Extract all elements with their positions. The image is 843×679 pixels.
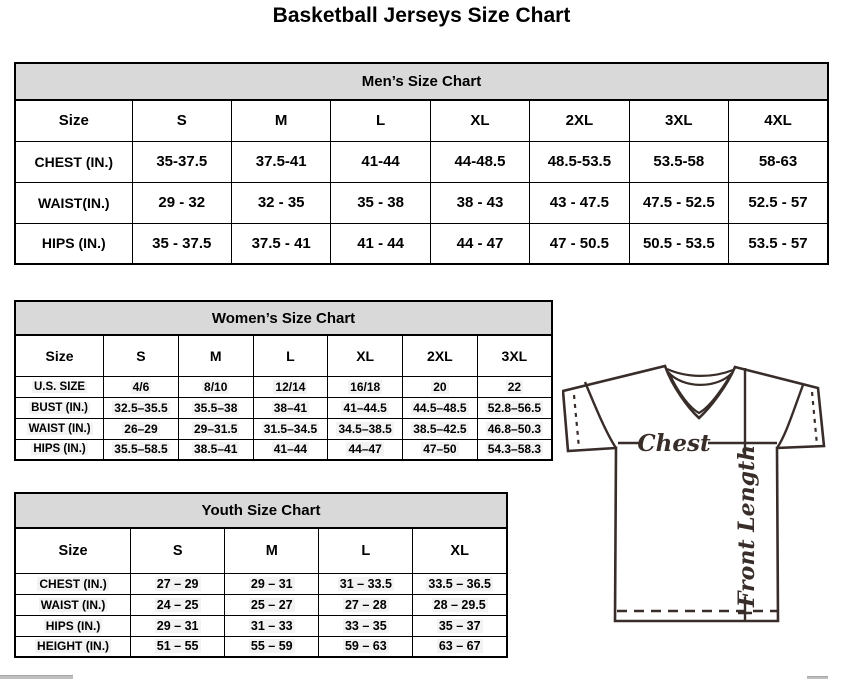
womens-size-table	[14, 300, 553, 461]
men-size-value-cell: 32 - 35	[231, 182, 330, 223]
women-size-value-cell-text: 32.5–35.5	[114, 400, 168, 415]
men-column-header-l: L	[331, 100, 430, 141]
women-size-value-cell	[104, 376, 179, 397]
women-row-label	[15, 439, 104, 460]
women-size-value-cell	[328, 397, 403, 418]
men-column-header-3xl: 3XL	[629, 100, 728, 141]
mens-size-chart-section	[14, 62, 829, 265]
women-size-value-cell-text: 35.5–58.5	[114, 442, 168, 457]
women-column-header-xl: XL	[328, 335, 403, 376]
women-size-value-cell	[253, 418, 328, 439]
youth-measurement-row	[15, 573, 507, 594]
youth-size-value-cell	[413, 615, 507, 636]
women-column-header-2xl: 2XL	[403, 335, 478, 376]
horizontal-scrollbar-fragment-left[interactable]	[0, 675, 73, 679]
youth-row-label	[15, 636, 131, 657]
youth-size-value-cell	[413, 594, 507, 615]
men-size-value-cell: 35 - 37.5	[132, 223, 231, 264]
youth-size-value-cell-text: 24 – 25	[156, 597, 199, 612]
youth-size-value-cell-text: 31 – 33	[250, 618, 293, 633]
youth-row-label	[15, 615, 131, 636]
men-size-value-cell: 53.5 - 57	[729, 223, 829, 264]
page-title: Basketball Jerseys Size Chart	[272, 4, 571, 27]
collar-band-icon	[667, 369, 733, 385]
women-size-value-cell	[328, 439, 403, 460]
men-size-value-cell: 35 - 38	[331, 182, 430, 223]
women-size-value-cell	[403, 397, 478, 418]
women-size-value-cell	[104, 397, 179, 418]
women-size-value-cell-text: 16/18	[350, 379, 381, 394]
youth-measurement-row	[15, 615, 507, 636]
women-size-value-cell	[253, 376, 328, 397]
women-column-header-3xl: 3XL	[477, 335, 552, 376]
men-row-label: HIPS (IN.)	[15, 223, 132, 264]
men-size-value-cell: 41-44	[331, 141, 430, 182]
youth-size-value-cell-text: 51 – 55	[156, 639, 199, 654]
women-size-value-cell-text: 46.8–50.3	[487, 421, 542, 436]
men-chart-title: Men’s Size Chart	[15, 63, 828, 100]
women-column-header-m: M	[178, 335, 253, 376]
women-size-value-cell	[477, 376, 552, 397]
women-size-value-cell-text: 35.5–38	[194, 400, 238, 415]
men-size-value-cell: 35-37.5	[132, 141, 231, 182]
youth-size-value-cell	[413, 573, 507, 594]
youth-column-header-size: Size	[15, 528, 131, 573]
women-size-value-cell	[403, 418, 478, 439]
women-chart-title: Women’s Size Chart	[15, 301, 552, 335]
men-row-label: WAIST(IN.)	[15, 182, 132, 223]
youth-size-value-cell	[319, 636, 413, 657]
cuff-dash-left-icon	[574, 395, 579, 448]
youth-header-row	[15, 528, 507, 573]
women-size-value-cell	[104, 418, 179, 439]
youth-title-row	[15, 493, 507, 528]
men-header-row	[15, 100, 828, 141]
men-size-value-cell: 48.5-53.5	[530, 141, 629, 182]
men-size-value-cell: 44 - 47	[430, 223, 529, 264]
men-size-value-cell: 43 - 47.5	[530, 182, 629, 223]
women-size-value-cell	[178, 376, 253, 397]
youth-size-value-cell	[131, 615, 225, 636]
women-size-value-cell	[477, 439, 552, 460]
women-size-value-cell-text: 22	[507, 379, 522, 394]
youth-row-label	[15, 594, 131, 615]
chest-label: Chest	[637, 430, 711, 457]
mens-size-table	[14, 62, 829, 265]
youth-size-value-cell	[131, 636, 225, 657]
men-size-value-cell: 38 - 43	[430, 182, 529, 223]
women-size-value-cell-text: 41–44	[273, 442, 308, 457]
men-row-label: CHEST (IN.)	[15, 141, 132, 182]
women-size-value-cell	[328, 376, 403, 397]
women-size-value-cell-text: 8/10	[204, 379, 228, 394]
youth-size-value-cell-text: 33.5 – 36.5	[428, 576, 491, 591]
women-size-value-cell	[178, 439, 253, 460]
women-size-value-cell	[178, 418, 253, 439]
youth-size-value-cell	[225, 594, 319, 615]
men-size-value-cell: 52.5 - 57	[729, 182, 829, 223]
youth-row-label-text: CHEST (IN.)	[39, 576, 107, 591]
men-size-value-cell: 58-63	[729, 141, 829, 182]
men-column-header-4xl: 4XL	[729, 100, 829, 141]
women-size-value-cell	[403, 376, 478, 397]
youth-size-value-cell-text: 35 – 37	[438, 618, 481, 633]
youth-measurement-row	[15, 636, 507, 657]
youth-size-value-cell	[319, 594, 413, 615]
men-column-header-size: Size	[15, 100, 132, 141]
men-size-value-cell: 29 - 32	[132, 182, 231, 223]
women-size-value-cell-text: 38.5–42.5	[413, 421, 467, 436]
women-row-label	[15, 418, 104, 439]
youth-row-label-text: WAIST (IN.)	[40, 597, 106, 612]
men-column-header-xl: XL	[430, 100, 529, 141]
women-size-value-cell	[477, 397, 552, 418]
women-size-value-cell-text: 29–31.5	[194, 421, 238, 436]
men-measurement-row	[15, 182, 828, 223]
youth-size-value-cell	[413, 636, 507, 657]
women-size-value-cell-text: 54.3–58.3	[487, 442, 542, 457]
youth-size-table	[14, 492, 508, 658]
women-size-value-cell-text: 26–29	[124, 421, 158, 436]
men-measurement-row	[15, 141, 828, 182]
youth-row-label-text: HEIGHT (IN.)	[37, 639, 110, 654]
women-size-value-cell-text: 38–41	[273, 400, 308, 415]
women-column-header-l: L	[253, 335, 328, 376]
women-header-row	[15, 335, 552, 376]
youth-size-value-cell-text: 59 – 63	[344, 639, 387, 654]
youth-size-value-cell-text: 33 – 35	[344, 618, 387, 633]
womens-size-chart-section	[14, 300, 553, 461]
youth-column-header-s: S	[131, 528, 225, 573]
women-measurement-row	[15, 439, 552, 460]
youth-column-header-m: M	[225, 528, 319, 573]
women-size-value-cell-text: 4/6	[132, 379, 150, 394]
youth-size-value-cell	[131, 573, 225, 594]
women-row-label-text: HIPS (IN.)	[33, 443, 86, 456]
men-column-header-m: M	[231, 100, 330, 141]
youth-size-value-cell-text: 27 – 29	[156, 576, 199, 591]
youth-size-value-cell-text: 27 – 28	[344, 597, 387, 612]
sleeve-seam-left-icon	[585, 382, 616, 448]
men-size-value-cell: 47 - 50.5	[530, 223, 629, 264]
women-size-value-cell	[477, 418, 552, 439]
women-row-label-text: WAIST (IN.)	[28, 422, 91, 435]
women-measurement-row	[15, 397, 552, 418]
women-size-value-cell-text: 12/14	[275, 379, 306, 394]
youth-size-value-cell-text: 31 – 33.5	[339, 576, 392, 591]
women-row-label-text: U.S. SIZE	[33, 380, 86, 393]
front-length-label: Front Length	[734, 444, 760, 608]
women-size-value-cell-text: 52.8–56.5	[487, 400, 542, 415]
men-size-value-cell: 37.5 - 41	[231, 223, 330, 264]
women-size-value-cell-text: 41–44.5	[343, 400, 387, 415]
youth-size-value-cell-text: 28 – 29.5	[433, 597, 486, 612]
jersey-outline-icon	[563, 366, 824, 621]
youth-size-value-cell-text: 63 – 67	[438, 639, 481, 654]
youth-size-value-cell	[131, 594, 225, 615]
youth-size-value-cell	[319, 615, 413, 636]
women-column-header-size: Size	[15, 335, 104, 376]
men-size-value-cell: 37.5-41	[231, 141, 330, 182]
men-size-value-cell: 41 - 44	[331, 223, 430, 264]
men-size-value-cell: 44-48.5	[430, 141, 529, 182]
youth-column-header-l: L	[319, 528, 413, 573]
women-size-value-cell-text: 47–50	[423, 442, 457, 457]
women-size-value-cell	[178, 397, 253, 418]
men-size-value-cell: 47.5 - 52.5	[629, 182, 728, 223]
women-size-value-cell	[253, 397, 328, 418]
women-row-label-text: BUST (IN.)	[31, 401, 88, 414]
women-title-row	[15, 301, 552, 335]
youth-size-value-cell	[225, 615, 319, 636]
sleeve-seam-right-icon	[777, 385, 803, 448]
youth-size-value-cell	[319, 573, 413, 594]
youth-size-value-cell-text: 25 – 27	[250, 597, 293, 612]
women-measurement-row	[15, 418, 552, 439]
men-column-header-s: S	[132, 100, 231, 141]
women-size-value-cell	[253, 439, 328, 460]
men-size-value-cell: 53.5-58	[629, 141, 728, 182]
women-size-value-cell-text: 44–47	[348, 442, 382, 457]
men-title-row	[15, 63, 828, 100]
women-size-value-cell-text: 38.5–41	[194, 442, 238, 457]
cuff-dash-right-icon	[812, 392, 817, 445]
youth-row-label	[15, 573, 131, 594]
youth-size-value-cell-text: 29 – 31	[250, 576, 293, 591]
women-size-value-cell-text: 20	[433, 379, 447, 394]
youth-row-label-text: HIPS (IN.)	[45, 618, 101, 633]
men-measurement-row	[15, 223, 828, 264]
women-size-value-cell-text: 44.5–48.5	[413, 400, 467, 415]
women-row-label	[15, 397, 104, 418]
women-size-value-cell	[403, 439, 478, 460]
youth-size-value-cell-text: 55 – 59	[250, 639, 293, 654]
women-row-label	[15, 376, 104, 397]
women-measurement-row	[15, 376, 552, 397]
women-size-value-cell-text: 31.5–34.5	[263, 421, 318, 436]
women-size-value-cell	[104, 439, 179, 460]
youth-size-value-cell	[225, 636, 319, 657]
youth-measurement-row	[15, 594, 507, 615]
women-column-header-s: S	[104, 335, 179, 376]
youth-column-header-xl: XL	[413, 528, 507, 573]
youth-chart-title: Youth Size Chart	[15, 493, 507, 528]
men-column-header-2xl: 2XL	[530, 100, 629, 141]
youth-size-value-cell-text: 29 – 31	[156, 618, 199, 633]
youth-size-chart-section	[14, 492, 508, 658]
youth-size-value-cell	[225, 573, 319, 594]
men-size-value-cell: 50.5 - 53.5	[629, 223, 728, 264]
women-size-value-cell-text: 34.5–38.5	[338, 421, 392, 436]
women-size-value-cell	[328, 418, 403, 439]
jersey-measurement-diagram	[562, 360, 828, 626]
